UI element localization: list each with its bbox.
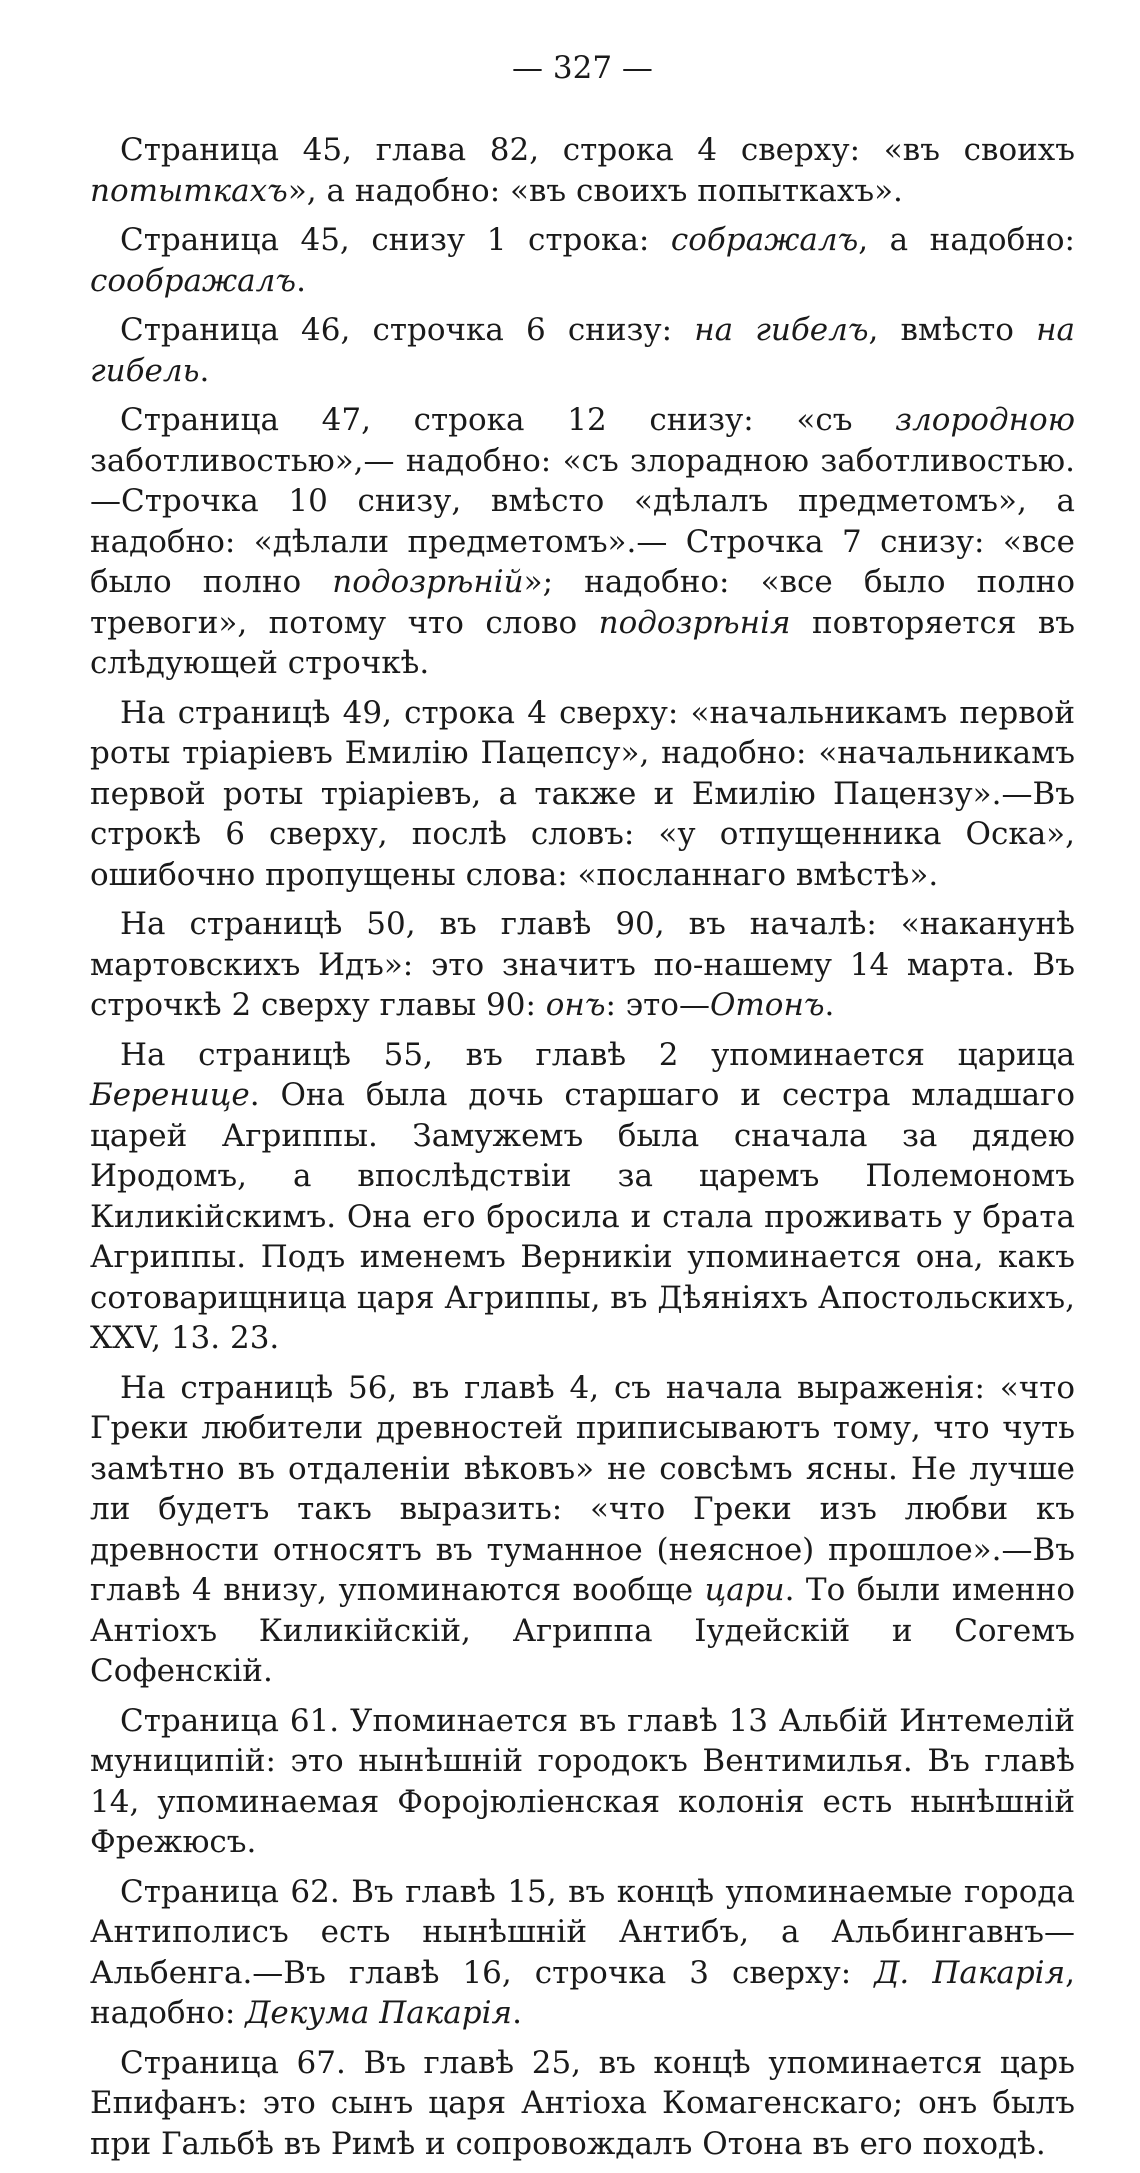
- text-run: На страницѣ 56, въ главѣ 4, съ начала выраженія: «что Греки любители древностей приписываютъ тому, что чуть замѣтно въ отдаленіи вѣковъ» не совсѣмъ ясны. Не лучше ли будетъ такъ выразить: «что Греки изъ любви къ древности относятъ въ туманное (неясное) прошлое».—Въ главѣ 4 внизу, упоминаются вообще: [90, 1369, 1075, 1608]
- text-run: .: [296, 262, 306, 299]
- page-number: — 327 —: [512, 50, 653, 86]
- text-run: Страница 47, строка 12 снизу: «съ: [120, 402, 896, 438]
- italic-text: на гибелъ: [694, 312, 869, 348]
- text-run: , надобно:: [90, 1954, 1075, 2031]
- paragraph: [90, 1035, 1075, 1359]
- italic-text: подозрѣнiй: [332, 564, 524, 600]
- body-text: [90, 130, 1075, 2164]
- document-page: [90, 48, 1075, 2173]
- text-run: . То были именно Антіохъ Киликійскій, Агриппа Іудейскій и Согемъ Софенскій.: [90, 1572, 1076, 1689]
- italic-text: соображалъ: [90, 262, 297, 299]
- text-run: »; надобно: «все было полно тревоги», потому что слово: [90, 564, 1075, 641]
- text-run: : это—: [605, 987, 710, 1023]
- paragraph: [90, 220, 1075, 301]
- italic-text: цари: [704, 1572, 785, 1608]
- text-run: заботливостью»,— надобно: «съ злорадною заботливостью.—Строчка 10 снизу, вмѣсто «дѣлалъ предметомъ», а надобно: «дѣлали предметомъ».— Строчка 7 снизу: «все было полно: [90, 442, 1075, 600]
- text-run: Страница 62. Въ главѣ 15, въ концѣ упоминаемые города Антиполисъ есть нынѣшній Антибъ, а Альбингавнъ—Альбенга.—Въ главѣ 16, строчка 3 сверху:: [90, 1873, 1075, 1991]
- text-run: Страница 45, глава 82, строка 4 сверху: «въ своихъ: [120, 132, 1075, 168]
- italic-text: Д. Пакарія: [874, 1954, 1066, 1991]
- paragraph: [90, 1368, 1075, 1692]
- italic-text: Декума Пакарія: [245, 1995, 513, 2031]
- italic-text: подозрѣнiя: [598, 604, 791, 641]
- text-run: , вмѣсто: [868, 312, 1037, 348]
- text-run: .: [824, 987, 835, 1023]
- paragraph: [90, 310, 1075, 391]
- text-run: , а надобно:: [858, 222, 1076, 258]
- italic-text: сображалъ: [670, 222, 859, 258]
- text-run: Страница 46, строчка 6 снизу:: [120, 312, 695, 348]
- italic-text: Беренице: [90, 1077, 250, 1113]
- text-run: .: [199, 352, 210, 389]
- italic-text: на гибель: [90, 312, 1075, 389]
- text-run: На страницѣ 50, въ главѣ 90, въ началѣ: «наканунѣ мартовскихъ Идъ»: это значитъ по-нашему 14 марта. Въ строчкѣ 2 сверху главы 90:: [90, 906, 1075, 1023]
- text-run: Страница 67. Въ главѣ 25, въ концѣ упоминается царь Епифанъ: это сынъ царя Антіоха Комагенскаго; онъ былъ при Гальбѣ въ Римѣ и сопровождалъ Отона въ его походѣ.: [90, 2044, 1075, 2162]
- italic-text: онъ: [545, 987, 606, 1023]
- paragraph: [90, 130, 1075, 211]
- paragraph: [90, 1701, 1075, 1863]
- text-run: На страницѣ 49, строка 4 сверху: «начальникамъ первой роты тріаріевъ Емилію Пацепсу», надобно: «начальникамъ первой роты тріаріевъ, а также и Емилію Пацензу».—Въ строкѣ 6 сверху, послѣ словъ: «у отпущенника Оска», ошибочно пропущены слова: «посланнаго вмѣстѣ».: [90, 694, 1075, 893]
- text-run: На страницѣ 55, въ главѣ 2 упоминается царица: [120, 1036, 1075, 1073]
- italic-text: злородною: [895, 402, 1075, 438]
- text-run: .: [512, 1995, 522, 2031]
- text-run: Страница 61. Упоминается въ главѣ 13 Альбій Интемелій муниципій: это нынѣшній городокъ Вентимилья. Въ главѣ 14, упоминаемая Форојюліенская колонія есть нынѣшній Фрежюсъ.: [90, 1702, 1075, 1860]
- text-run: . Она была дочь старшаго и сестра младшаго царей Агриппы. Замужемъ была сначала за дядею Иродомъ, а впослѣдствіи за царемъ Полемономъ Киликійскимъ. Она его бросила и стала проживать у брата Агриппы. Подъ именемъ Верникіи упоминается она, какъ сотоварищница царя Агриппы, въ Дѣяніяхъ Апостольскихъ, XXV, 13. 23.: [90, 1077, 1075, 1356]
- paragraph: [90, 693, 1075, 896]
- paragraph: [90, 904, 1075, 1026]
- text-run: », а надобно: «въ своихъ попыткахъ».: [287, 172, 903, 209]
- italic-text: потыткахъ: [90, 172, 288, 209]
- paragraph: [90, 2043, 1075, 2165]
- italic-text: Отонъ: [709, 987, 825, 1023]
- text-run: повторяется въ слѣдующей строчкѣ.: [90, 604, 1075, 681]
- paragraph: [90, 400, 1075, 684]
- text-run: Страница 45, снизу 1 строка:: [120, 222, 671, 258]
